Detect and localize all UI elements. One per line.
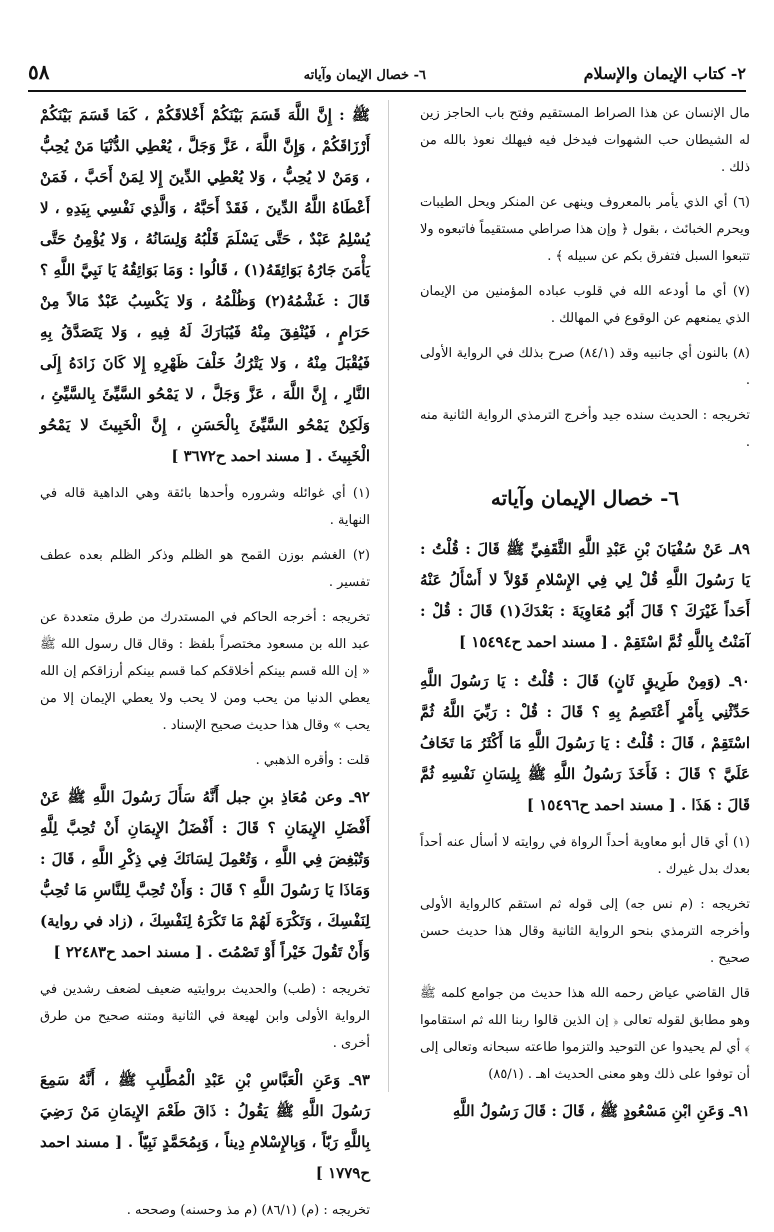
takhrij-note: تخريجه : الحديث سنده جيد وأخرج الترمذي الرواية الثانية منه .	[420, 408, 750, 450]
footnote-91-2: (٢) الغشم بوزن القمح هو الظلم وذكر الظلم بعده عطف تفسير .	[40, 548, 370, 590]
hadith-89: ٨٩ـ عَنْ سُفْيَانَ بْنِ عَبْدِ اللَّهِ الثَّقَفِيِّ ﷺ قَالَ : قُلْتُ : يَا رَسُولَ اللَّهِ قُلْ لِي فِي الإِسْلامِ قَوْلاً لا أَسْأَلُ عَنْهُ أَحَداً غَيْرَكَ ؟ قَالَ أَبُو مُعَاوِيَةَ : بَعْدَكَ(١) قَالَ : قُلْ : آمَنْتُ بِاللَّهِ ثُمَّ اسْتَقِمْ . [ مسند احمد ح١٥٤٩٤ ]	[420, 540, 750, 651]
page-header	[28, 60, 746, 90]
footnote-89-1: (١) أي قال أبو معاوية أحداً الرواة في روايته لا أسأل عنه أحداً بعدك بدل غيرك .	[420, 835, 750, 877]
left-column	[40, 100, 370, 1232]
chapter-title: ٦- خصال الإيمان وآياته	[303, 68, 426, 83]
takhrij-91: تخريجه : أخرجه الحاكم في المستدرك من طرق متعددة عن عبد الله بن مسعود مختصراً بلفظ : وقال قال رسول الله ﷺ « إن الله قسم بينكم أخلاقكم كما قسم بينكم أرزاقكم إن الله يعطي الدنيا من يحب ومن لا يحب ولا يعطي الإيمان إلا من يحب » وقال هذا حديث صحيح الإسناد .	[40, 610, 370, 733]
right-column	[420, 100, 750, 1135]
takhrij-92: تخريجه : (طب) والحديث بروايتيه ضعيف لضعف رشدين في الرواية الأولى وابن لهيعة في الثانية ومتنه صحيح من طرق أخرى .	[40, 982, 370, 1051]
footnote-7: (٧) أي ما أودعه الله في قلوب عباده المؤمنين من الإيمان الذي يمنعهم عن الوقوع في المهالك .	[420, 284, 750, 326]
footnote-continuation: مال الإنسان عن هذا الصراط المستقيم وفتح باب الحاجز زين له الشيطان حب الشهوات فيدخل فيه فيهلك نعوذ بالله من ذلك .	[420, 106, 750, 175]
hadith-90: ٩٠ـ (وَمِنْ طَرِيقٍ ثَانٍ) قَالَ : قُلْتُ : يَا رَسُولَ اللَّهِ حَدِّثْنِي بِأَمْرٍ أَعْتَصِمُ بِهِ ؟ قَالَ : قُلْ : رَبِّيَ اللَّهُ ثُمَّ اسْتَقِمْ ، قَالَ : قُلْتُ : يَا رَسُولَ اللَّهِ مَا أَكْثَرُ مَا تَخَافُ عَلَيَّ ؟ قَالَ : فَأَخَذَ رَسُولُ اللَّهِ ﷺ بِلِسَانِ نَفْسِهِ ثُمَّ قَالَ : هَذَا . [ مسند احمد ح١٥٤٩٦ ]	[420, 672, 750, 814]
hadith-91-start: ٩١ـ وَعَنِ ابْنِ مَسْعُودٍ ﷺ ، قَالَ : قَالَ رَسُولُ اللَّهِ	[452, 1102, 750, 1120]
header-rule	[28, 90, 746, 92]
takhrij-93: تخريجه : (م) (٨٦/١) (م مذ وحسنه) وصححه .	[126, 1203, 370, 1218]
footnote-6: (٦) أي الذي يأمر بالمعروف وينهى عن المنكر ويحل الطيبات ويحرم الخبائث ، بقول ﴿ وإن هذا صراطي مستقيماً فاتبعوه ولا تتبعوا السبل فتفرق بكم عن سبيله ﴾ .	[420, 195, 750, 264]
book-title: ٢- كتاب الإيمان والإسلام	[583, 64, 746, 83]
hadith-93: ٩٣ـ وَعَنِ الْعَبَّاسِ بْنِ عَبْدِ الْمُطَّلِبِ ﷺ ، أَنَّهُ سَمِعَ رَسُولَ اللَّهِ ﷺ يَقُولُ : ذَاقَ طَعْمَ الإِيمَانِ مَنْ رَضِيَ بِاللَّهِ رَبّاً ، وَبِالإِسْلامِ دِيناً ، وَبِمُحَمَّدٍ نَبِيّاً . [ مسند احمد ح١٧٧٩ ]	[40, 1071, 370, 1182]
takhrij-89: تخريجه : (م نس جه) إلى قوله ثم استقم كالرواية الأولى وأخرجه الترمذي بنحو الرواية الثانية وقال هذا حديث حسن صحيح .	[420, 897, 750, 966]
section-title: ٦- خصال الإيمان وآياته	[490, 486, 680, 510]
footnote-8: (٨) بالنون أي جانبيه وقد (٨٤/١) صرح بذلك في الرواية الأولى .	[420, 346, 750, 388]
footnote-91-1: (١) أي غوائله وشروره وأحدها بائقة وهي الداهية قاله في النهاية .	[40, 486, 370, 528]
column-divider	[388, 100, 389, 1092]
hadith-91-continuation: ﷺ : إِنَّ اللَّهَ قَسَمَ بَيْنَكُمْ أَخْلاقَكُمْ ، كَمَا قَسَمَ بَيْنَكُمْ أَرْزَاقَكُمْ ، وَإِنَّ اللَّهَ ، عَزَّ وَجَلَّ ، يُعْطِي الدُّنْيَا مَنْ يُحِبُّ ، وَمَنْ لا يُحِبُّ ، وَلا يُعْطِي الدِّينَ إِلا لِمَنْ أَحَبَّ ، فَمَنْ أَعْطَاهُ اللَّهُ الدِّينَ ، فَقَدْ أَحَبَّهُ ، وَالَّذِي نَفْسِي بِيَدِهِ ، لا يُسْلِمُ عَبْدٌ ، حَتَّى يَسْلَمَ قَلْبُهُ وَلِسَانُهُ ، وَلا يُؤْمِنُ حَتَّى يَأْمَنَ جَارُهُ بَوَائِقَهُ(١) ، قَالُوا : وَمَا بَوَائِقُهُ يَا نَبِيَّ اللَّهِ ؟ قَالَ : غَشْمُهُ(٢) وَظُلْمُهُ ، وَلا يَكْسِبُ عَبْدٌ مَالاً مِنْ حَرَامٍ ، فَيُنْفِقَ مِنْهُ فَيُبَارَكَ لَهُ فِيهِ ، وَلا يَتَصَدَّقُ بِهِ فَيُقْبَلَ مِنْهُ ، وَلا يَتْرُكُ خَلْفَ ظَهْرِهِ إِلا كَانَ زَادَهُ إِلَى النَّارِ ، إِنَّ اللَّهَ ، عَزَّ وَجَلَّ ، لا يَمْحُو السَّيِّئَ بِالسَّيِّئِ ، وَلَكِنْ يَمْحُو السَّيِّئَ بِالْحَسَنِ ، إِنَّ الْخَبِيثَ لا يَمْحُو الْخَبِيثَ . [ مسند احمد ح٣٦٧٢ ]	[40, 106, 370, 465]
qadi-iyad-note: قال القاضي عياض رحمه الله هذا حديث من جوامع كلمه ﷺ وهو مطابق لقوله تعالى ﴿ إن الذين قالوا ربنا الله ثم استقاموا ﴾ أي لم يحيدوا عن التوحيد والتزموا طاعته سبحانه وتعالى إلى أن توفوا على ذلك وهو معنى الحديث اهـ . (٨٥/١)	[420, 986, 750, 1082]
page-number: ٥٨	[28, 60, 50, 84]
dhahabi-note: قلت : وأقره الذهبي .	[255, 753, 370, 768]
hadith-92: ٩٢ـ وعن مُعَاذِ بنِ جبل أَنَّهُ سَأَلَ رَسُولَ اللَّهِ ﷺ عَنْ أَفْضَلِ الإِيمَانِ ؟ قَالَ : أَفْضَلُ الإِيمَانِ أَنْ تُحِبَّ لِلَّهِ وَتُبْغِضَ فِي اللَّهِ ، وَتُعْمِلَ لِسَانَكَ فِي ذِكْرِ اللَّهِ ، قَالَ : وَمَاذَا يَا رَسُولَ اللَّهِ ؟ قَالَ : وَأَنْ تُحِبَّ لِلنَّاسِ مَا تُحِبُّ لِنَفْسِكَ ، وَتَكْرَهَ لَهُمْ مَا تَكْرَهُ لِنَفْسِكَ ، (زاد في رواية) وَأَنْ تَقُولَ خَيْراً أَوْ تَصْمُتَ . [ مسند احمد ح٢٢٤٨٣ ]	[40, 788, 370, 961]
